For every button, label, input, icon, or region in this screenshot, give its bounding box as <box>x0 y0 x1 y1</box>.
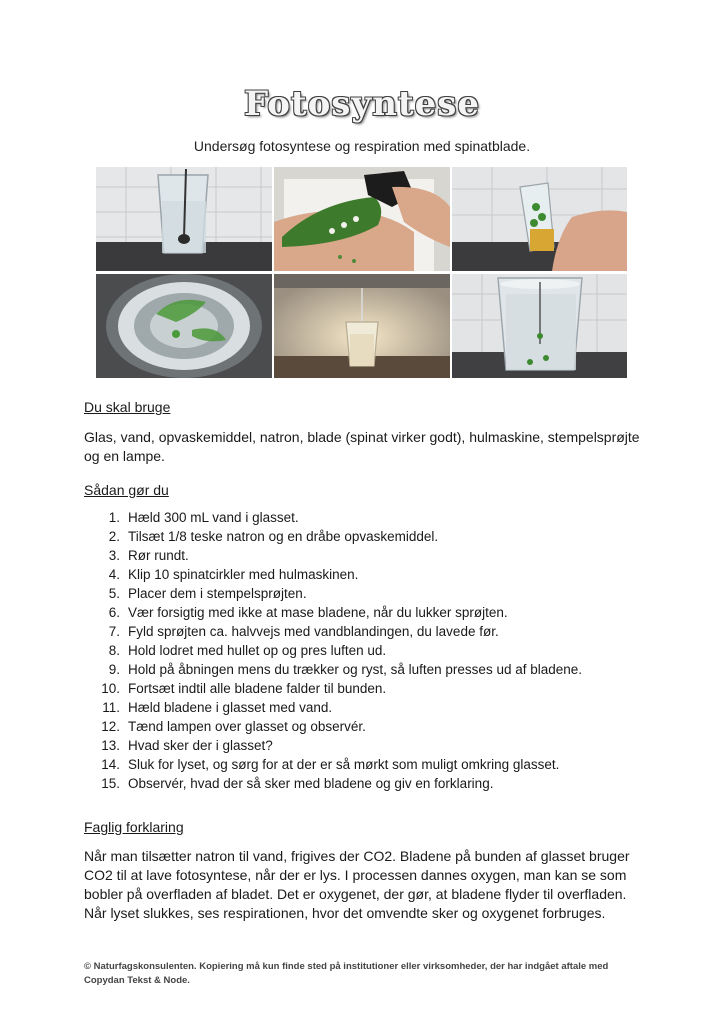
materials-text: Glas, vand, opvaskemiddel, natron, blade (spinat virker godt), hulmaskine, stempelsprøjte og en lampe. <box>84 429 640 464</box>
glass-with-stirrer-photo <box>96 167 272 271</box>
glass-top-view-photo <box>96 274 272 378</box>
explanation-heading: Faglig forklaring <box>84 819 184 835</box>
list-item: 12. Tænd lampen over glasset og observér. <box>101 719 366 734</box>
explanation-text: Når man tilsætter natron til vand, frigives der CO2. Bladene på bunden af glasset bruger CO2 til at lave fotosyntese, når der er lys. I processen dannes oxygen, man kan se som bobler på overfladen af bladet. Det er oxygenet, der gør, at bladene flyder til overfladen. Når lyset slukkes, ses respirationen, hvor det omvendte sker og oxygenet forbruges. <box>84 848 630 921</box>
list-item: 10. Fortsæt indtil alle bladene falder til bunden. <box>101 681 387 696</box>
photo-grid <box>96 167 627 378</box>
list-item: 14. Sluk for lyset, og sørg for at der er så mørkt som muligt omkring glasset. <box>101 757 560 772</box>
list-item: 11. Hæld bladene i glasset med vand. <box>102 700 333 715</box>
procedure-heading: Sådan gør du <box>84 482 169 498</box>
list-item: 6. Vær forsigtig med ikke at mase bladene, når du lukker sprøjten. <box>108 605 508 620</box>
hole-punch-spinach-photo <box>274 167 450 271</box>
copyright-footer: © Naturfagskonsulenten. Kopiering må kun finde sted på institutioner eller virksomheder, der har indgået aftale med Copydan Tekst & Node. <box>84 961 609 986</box>
procedure-steps <box>84 508 644 793</box>
page-title: Fotosyntese <box>243 84 481 124</box>
lamp-over-glass-photo <box>274 274 450 378</box>
page-subtitle: Undersøg fotosyntese og respiration med spinatblade. <box>193 138 531 154</box>
materials-heading: Du skal bruge <box>84 399 171 415</box>
glass-with-floating-discs-photo <box>452 274 627 378</box>
list-item: 2. Tilsæt 1/8 teske natron og en dråbe opvaskemiddel. <box>108 529 439 544</box>
list-item: 4. Klip 10 spinatcirkler med hulmaskinen. <box>108 567 359 582</box>
list-item: 7. Fyld sprøjten ca. halvvejs med vandblandingen, du lavede før. <box>108 624 499 639</box>
list-item: 1. Hæld 300 mL vand i glasset. <box>108 510 299 525</box>
list-item: 15. Observér, hvad der så sker med bladene og giv en forklaring. <box>101 776 494 791</box>
syringe-with-leaves-photo <box>452 167 627 271</box>
list-item: 5. Placer dem i stempelsprøjten. <box>108 586 307 601</box>
list-item: 9. Hold på åbningen mens du trækker og ryst, så luften presses ud af bladene. <box>108 662 583 677</box>
list-item: 3. Rør rundt. <box>108 548 189 563</box>
list-item: 13. Hvad sker der i glasset? <box>101 738 273 753</box>
list-item: 8. Hold lodret med hullet op og pres luften ud. <box>108 643 387 658</box>
